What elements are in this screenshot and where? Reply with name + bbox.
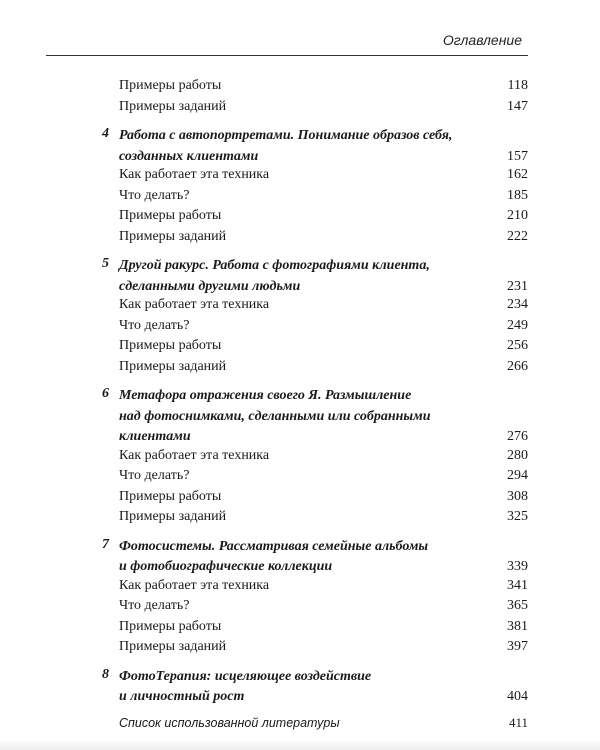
chapter-page: 339: [507, 559, 528, 574]
toc-entry-title: Как работает эта техника: [119, 297, 270, 312]
chapter-7: [90, 537, 528, 578]
toc-entry: [90, 167, 528, 188]
toc-entry-title: Примеры работы: [119, 78, 222, 93]
chapter-title-line: [119, 667, 528, 688]
bibliography-title: Список использованной литературы: [119, 715, 340, 730]
chapter-title-line: [119, 277, 528, 298]
toc-entry: [90, 468, 528, 489]
toc-entry-title: Что делать?: [119, 468, 190, 483]
chapter-number: 4: [102, 126, 109, 141]
toc-entry: [90, 208, 528, 229]
chapter-page: 231: [507, 278, 528, 294]
toc-entry-page: 118: [507, 78, 528, 93]
bibliography-page: 411: [508, 714, 528, 730]
toc-entry-title: Примеры заданий: [119, 98, 227, 114]
toc-entry-title: Примеры заданий: [119, 639, 227, 654]
chapter-title-text: Фотосистемы. Рассматривая семейные альбомы: [119, 538, 429, 554]
chapter-title-text: и личностный рост: [119, 689, 245, 704]
chapter-title-line: [119, 126, 528, 147]
toc-entry-page: 294: [507, 468, 528, 483]
toc-entry-page: 249: [507, 317, 528, 333]
chapter-title-text: и фотобиографические коллекции: [119, 559, 333, 574]
toc-entry: [90, 359, 528, 380]
chapter-title-text: Работа с автопортретами. Понимание образов себя,: [119, 128, 453, 143]
chapter-title-line: [119, 407, 528, 428]
toc-entry-title: Примеры заданий: [119, 509, 227, 524]
toc-entry: [90, 598, 528, 619]
toc-entry: [90, 639, 528, 660]
toc-entry-title: Примеры заданий: [119, 358, 227, 374]
toc-entry-title: Примеры работы: [119, 208, 222, 223]
running-head: Оглавление: [442, 32, 522, 48]
chapter-page: 276: [507, 429, 528, 444]
chapter-number: 5: [102, 256, 109, 271]
toc-entry-title: Что делать?: [119, 187, 190, 203]
toc-entry-title: Что делать?: [119, 598, 190, 613]
toc-entry-page: 162: [507, 167, 528, 182]
chapter-4: [90, 126, 528, 167]
toc-entry: [90, 489, 528, 510]
chapter-title-line: [119, 386, 528, 407]
toc-entry-title: Как работает эта техника: [119, 577, 270, 593]
chapter-page: 404: [507, 689, 528, 704]
toc-entry: [90, 619, 528, 640]
chapter-title-line: [119, 557, 528, 578]
header-rule: [46, 55, 528, 56]
chapter-page: 157: [507, 148, 528, 164]
bibliography-entry: [90, 715, 528, 731]
chapter-title-line: [119, 256, 528, 277]
toc-entry: [90, 78, 528, 99]
chapter-title-line: [119, 147, 528, 168]
chapter-title-text: сделанными другими людьми: [119, 278, 301, 294]
toc-entry-page: 381: [507, 618, 528, 634]
toc-entry-page: 266: [507, 358, 528, 374]
table-of-contents: [90, 78, 528, 731]
toc-entry: [90, 509, 528, 530]
toc-entry-title: Как работает эта техника: [119, 167, 270, 182]
toc-entry-page: 325: [507, 509, 528, 524]
chapter-number: 8: [102, 666, 109, 682]
chapter-number: 7: [102, 536, 109, 552]
toc-entry-page: 234: [507, 297, 528, 312]
toc-entry: [90, 578, 528, 599]
chapter-number: 6: [102, 386, 109, 401]
chapter-title-text: ФотоТерапия: исцеляющее воздействие: [119, 668, 372, 684]
toc-entry-title: Примеры работы: [119, 618, 222, 634]
toc-entry: [90, 448, 528, 469]
chapter-title-line: [119, 687, 528, 708]
chapter-title-text: созданных клиентами: [119, 148, 259, 164]
chapter-title-text: над фотоснимками, сделанными или собранными: [119, 408, 431, 424]
toc-entry: [90, 297, 528, 318]
toc-entry-page: 397: [507, 639, 528, 654]
chapter-6: [90, 386, 528, 448]
toc-entry-page: 185: [507, 187, 528, 203]
chapter-title-text: Метафора отражения своего Я. Размышление: [119, 388, 412, 403]
toc-entry-title: Как работает эта техника: [119, 447, 270, 463]
chapter-8: [90, 667, 528, 708]
toc-entry-page: 222: [507, 228, 528, 244]
chapter-title-line: [119, 427, 528, 448]
toc-entry-page: 256: [507, 338, 528, 353]
toc-entry-page: 210: [507, 208, 528, 223]
toc-entry: [90, 99, 528, 120]
toc-entry: [90, 188, 528, 209]
toc-entry-page: 280: [507, 447, 528, 463]
toc-entry: [90, 318, 528, 339]
chapter-title-text: Другой ракурс. Работа с фотографиями клиента,: [119, 258, 430, 273]
toc-entry: [90, 229, 528, 250]
toc-entry-title: Примеры работы: [119, 338, 222, 353]
toc-entry-title: Примеры работы: [119, 488, 222, 504]
toc-entry-title: Что делать?: [119, 317, 190, 333]
page-edge-shadow: [0, 740, 600, 750]
chapter-title-text: клиентами: [119, 429, 191, 444]
toc-entry-page: 308: [507, 488, 528, 504]
toc-entry-page: 341: [507, 577, 528, 593]
toc-entry-page: 365: [507, 598, 528, 613]
toc-entry: [90, 338, 528, 359]
toc-entry-page: 147: [507, 98, 528, 114]
chapter-5: [90, 256, 528, 297]
chapter-title-line: [119, 537, 528, 558]
toc-entry-title: Примеры заданий: [119, 228, 227, 244]
